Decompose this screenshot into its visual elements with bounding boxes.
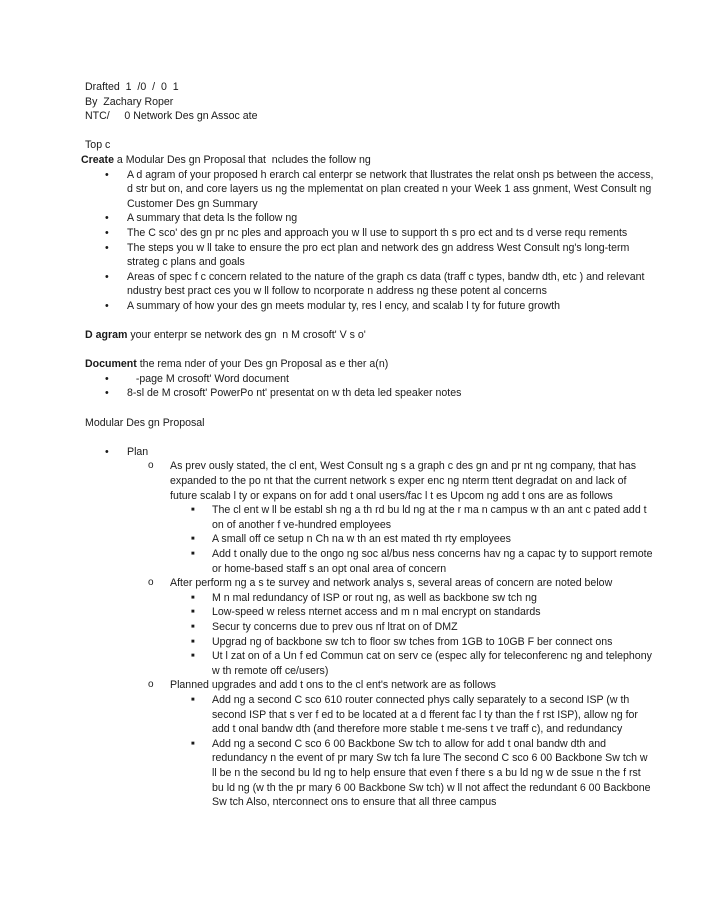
diagram-keyword: D agram bbox=[85, 329, 128, 342]
detail-item: ■ A small off ce setup n Ch na w th an est mated th rty employees bbox=[85, 532, 654, 547]
author-line: By Zachary Roper bbox=[85, 95, 174, 108]
detail-item: ■ Add t onally due to the ongo ng soc al/bus ness concerns hav ng a capac ty to support remote or home-based staff s an opt onal area of concern bbox=[85, 547, 654, 576]
diagram-text: your enterpr se network des gn n M crosoft' V s o' bbox=[127, 329, 366, 342]
detail-item: ■ Low-speed w reless nternet access and m n mal encrypt on standards bbox=[85, 605, 654, 620]
document-list bbox=[85, 372, 654, 401]
sub2-list bbox=[85, 591, 654, 679]
list-item: • A summary that deta ls the follow ng bbox=[85, 211, 654, 226]
plan-sublist bbox=[85, 678, 654, 693]
create-keyword: Create bbox=[81, 153, 114, 166]
list-item: • A summary of how your des gn meets modular ty, res l ency, and scalab l ty for future growth bbox=[85, 299, 654, 314]
diagram-line bbox=[85, 328, 654, 343]
sub1-list bbox=[85, 503, 654, 576]
topic-label: Top c bbox=[85, 139, 111, 152]
proposal-list bbox=[85, 445, 654, 460]
drafted-line: Drafted 1 /0 / 0 1 bbox=[85, 81, 179, 93]
document-line bbox=[85, 357, 654, 372]
detail-item: ■ Secur ty concerns due to prev ous nf ltrat on of DMZ bbox=[85, 620, 654, 635]
topic-list bbox=[85, 168, 654, 314]
list-item: • Areas of spec f c concern related to the nature of the graph cs data (traff c types, bandw dth, etc ) and relevant ndustry best pract ces you w ll follow to ncorporate n address ng these potent al concerns bbox=[85, 270, 654, 299]
course-line: NTC/ 0 Network Des gn Assoc ate bbox=[85, 110, 258, 123]
create-line bbox=[81, 153, 654, 168]
proposal-title: Modular Des gn Proposal bbox=[85, 416, 205, 429]
detail-item: ■ Add ng a second C sco 610 router connected phys cally separately to a second ISP (w th second ISP that s ver f ed to be located at a d fferent fac l ty than the f rst ISP), allow ng for add t onal bandw dth (and therefore more stable t me-sens t ve traff c), and redundancy bbox=[85, 693, 654, 737]
document-keyword: Document bbox=[85, 358, 137, 371]
sub-item: o As prev ously stated, the cl ent, West Consult ng s a graph c des gn and pr nt ng company, that has expanded to the po nt that the current network s exper enc ng nterm ttent degradat on and lack of future scalab l ty or expans on for add t onal users/fac l t es Upcom ng add t ons are as follows bbox=[85, 459, 654, 503]
list-item: • The C sco' des gn pr nc ples and approach you w ll use to support th s pro ect and ts d verse requ rements bbox=[85, 226, 654, 241]
detail-item: ■ Add ng a second C sco 6 00 Backbone Sw tch to allow for add t onal bandw dth and redundancy n the event of pr mary Sw tch fa lure The second C sco 6 00 Backbone Sw tch w ll be n the second bu ld ng to help ensure that even f there s a bu ld ng w de ssue n the f rst bu ld ng (w th the pr mary 6 00 Backbone Sw tch) w ll not affect the redundant 6 00 Backbone Sw tch Also, nterconnect ons to ensure that all three campus bbox=[85, 737, 654, 810]
detail-item: ■ The cl ent w ll be establ sh ng a th rd bu ld ng at the r ma n campus w th an ant c pated add t on of another f ve-hundred employees bbox=[85, 503, 654, 532]
plan-item: • Plan bbox=[85, 445, 654, 460]
create-text: a Modular Des gn Proposal that ncludes the follow ng bbox=[113, 153, 371, 166]
list-item: • The steps you w ll take to ensure the pro ect plan and network des gn address West Consult ng's long-term strateg c plans and goals bbox=[85, 241, 654, 270]
sub-item: o Planned upgrades and add t ons to the cl ent's network are as follows bbox=[85, 678, 654, 693]
plan-sublist bbox=[85, 459, 654, 503]
plan-sublist bbox=[85, 576, 654, 591]
list-item: • 8-sl de M crosoft' PowerPo nt' presentat on w th deta led speaker notes bbox=[85, 386, 654, 401]
sub-item: o After perform ng a s te survey and network analys s, several areas of concern are noted below bbox=[85, 576, 654, 591]
list-item: • -page M crosoft' Word document bbox=[85, 372, 654, 387]
detail-item: ■ Ut l zat on of a Un f ed Commun cat on serv ce (espec ally for teleconferenc ng and telephony w th remote off ce/users) bbox=[85, 649, 654, 678]
detail-item: ■ Upgrad ng of backbone sw tch to floor sw tches from 1GB to 10GB F ber connect ons bbox=[85, 635, 654, 650]
sub3-list bbox=[85, 693, 654, 810]
document-text: the rema nder of your Des gn Proposal as e ther a(n) bbox=[136, 358, 389, 371]
list-item: • A d agram of your proposed h erarch cal enterpr se network that llustrates the relat onsh ps between the access, d str but on, and core layers us ng the mplementat on plan created n your Week 1 ass gnment, West Consult ng Customer Des gn Summary bbox=[85, 168, 654, 212]
detail-item: ■ M n mal redundancy of ISP or rout ng, as well as backbone sw tch ng bbox=[85, 591, 654, 606]
